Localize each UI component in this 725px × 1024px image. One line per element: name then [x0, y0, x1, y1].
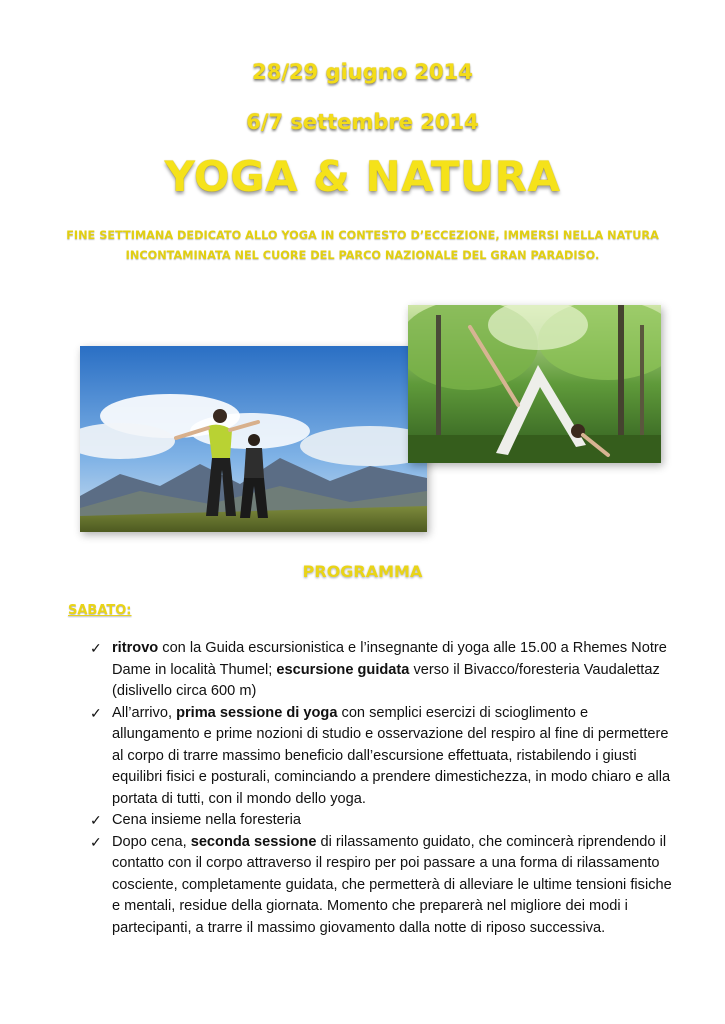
item-bold-text: prima sessione di yoga	[176, 704, 338, 721]
page-title: YOGA & NATURA	[164, 152, 561, 201]
program-heading: PROGRAMMA	[302, 562, 423, 581]
day-heading-saturday: SABATO:	[68, 603, 132, 618]
list-item	[90, 810, 675, 832]
checkmark-icon: ✓	[90, 704, 102, 721]
item-bold-text: ritrovo	[112, 640, 159, 656]
page-subtitle: FINE SETTIMANA DEDICATO ALLO YOGA IN CONTESTO D’ECCEZIONE, IMMERSI NELLA NATURA INCONTAMINATA NEL CUORE DEL PARCO NAZIONALE DEL GRAN PARADISO.	[66, 229, 659, 262]
event-date-september: 6/7 settembre 2014	[246, 110, 479, 134]
item-bold-text: seconda sessione	[190, 833, 317, 850]
item-text: di rilassamento guidato, che comincerà riprendendo il contatto con il corpo attraverso il respiro per poi passare a una forma di rilassamento cosciente, completamente guidata, che permetterà di alleviare le ultime tensioni fisiche e mentali, residue della giornata. Momento che preparerà nel migliore dei modi i partecipanti, a trarre il massimo giovamento dalla notte di riposo successiva.	[112, 833, 672, 936]
item-text: con semplici esercizi di scioglimento e allungamento e prime nozioni di studio e osservazione del respiro al fine di permettere al corpo di trarre massimo beneficio dall’escursione effettuata, ristabilendo i giusti equilibri fisici e posturali, cominciando a prendere dimestichezza, in modo chiaro e alla portata di tutti, con il mondo dello yoga.	[112, 704, 671, 807]
item-text: Dopo cena,	[112, 833, 191, 850]
item-text: Cena insieme nella foresteria	[112, 812, 302, 828]
item-text: verso il Bivacco/foresteria Vaudalettaz (dislivello circa 600 m)	[112, 661, 660, 699]
checkmark-icon: ✓	[90, 812, 102, 828]
item-text: con la Guida escursionistica e l’insegnante di yoga alle 15.00 a Rhemes Notre Dame in località Thumel;	[112, 640, 667, 678]
list-item	[90, 703, 675, 811]
item-text: All’arrivo,	[112, 704, 177, 721]
checkmark-icon: ✓	[90, 833, 102, 850]
event-date-june: 28/29 giugno 2014	[252, 60, 473, 84]
program-list	[90, 638, 675, 939]
item-bold-text: escursione guidata	[276, 661, 410, 678]
list-item	[90, 832, 675, 940]
mountain-yoga-photo	[80, 346, 427, 532]
list-item	[90, 638, 675, 703]
forest-yoga-photo	[408, 305, 661, 463]
checkmark-icon: ✓	[90, 640, 102, 656]
